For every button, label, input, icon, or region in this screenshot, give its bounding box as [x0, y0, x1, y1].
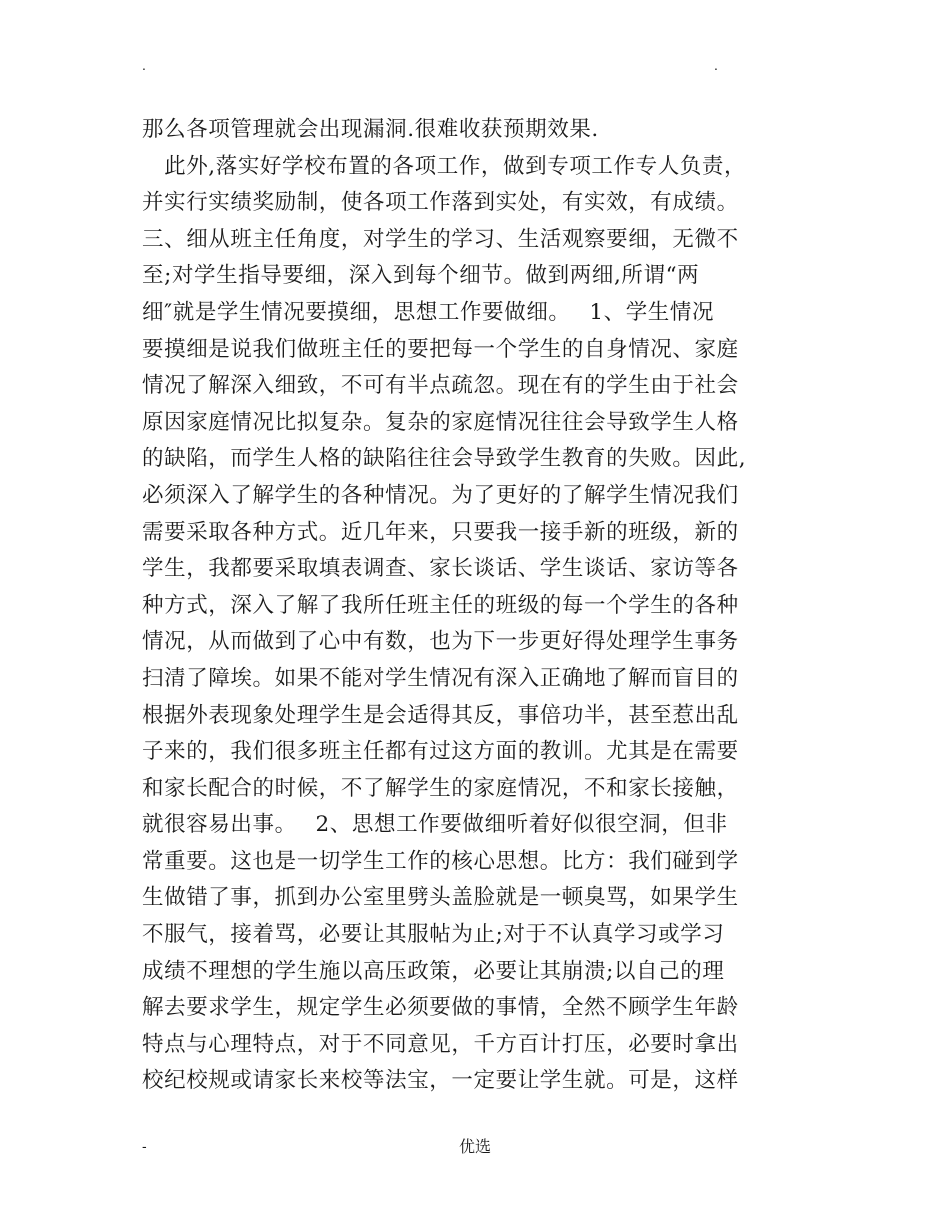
text-line: 学生，我都要采取填表调查、家长谈话、学生谈话、家访等各	[142, 556, 739, 582]
text-line: 原因家庭情况比拟复杂。复杂的家庭情况往往会导致学生人格	[142, 409, 739, 435]
text-line: 至;对学生指导要细，深入到每个细节。做到两细,所谓“两	[142, 263, 700, 289]
text-line: 种方式，深入了解了我所任班主任的班级的每一个学生的各种	[142, 592, 739, 618]
text-line: 要摸细是说我们做班主任的要把每一个学生的自身情况、家庭	[142, 336, 739, 362]
text-line: 情况，从而做到了心中有数，也为下一步更好得处理学生事务	[142, 629, 739, 655]
text-line: 校纪校规或请家长来校等法宝，一定要让学生就。可是，这样	[142, 1068, 739, 1094]
header-right-mark: .	[714, 57, 718, 73]
text-line: 特点与心理特点，对于不同意见，千方百计打压，必要时拿出	[142, 1031, 739, 1057]
text-line: 需要采取各种方式。近几年来，只要我一接手新的班级，新的	[142, 519, 739, 545]
text-line: 成绩不理想的学生施以高压政策，必要让其崩溃;以自己的理	[142, 958, 725, 984]
text-line: 常重要。这也是一切学生工作的核心思想。比方：我们碰到学	[142, 848, 739, 874]
text-line: 细″就是学生情况要摸细，思想工作要做细。 1、学生情况	[142, 299, 715, 325]
text-line: 扫清了障埃。如果不能对学生情况有深入正确地了解而盲目的	[142, 665, 739, 691]
header-left-mark: .	[142, 57, 146, 73]
footer-left-mark: -	[142, 1138, 147, 1154]
text-line: 生做错了事，抓到办公室里劈头盖脸就是一顿臭骂，如果学生	[142, 885, 739, 911]
text-line: 解去要求学生，规定学生必须要做的事情，全然不顾学生年龄	[142, 995, 739, 1021]
text-line: 和家长配合的时候，不了解学生的家庭情况，不和家长接触，	[142, 775, 739, 801]
text-line: 的缺陷，而学生人格的缺陷往往会导致学生教育的失败。因此,	[142, 446, 747, 472]
text-line: 三、细从班主任角度，对学生的学习、生活观察要细，无微不	[142, 226, 739, 252]
text-line: 就很容易出事。 2、思想工作要做细听着好似很空洞，但非	[142, 812, 728, 838]
text-line: 不服气，接着骂，必要让其服帖为止;对于不认真学习或学习	[142, 922, 725, 948]
footer-label: 优选	[458, 1137, 491, 1156]
text-line: 情况了解深入细致，不可有半点疏忽。现在有的学生由于社会	[142, 373, 739, 399]
text-line: 必须深入了解学生的各种情况。为了更好的了解学生情况我们	[142, 482, 739, 508]
text-line: 那么各项管理就会出现漏洞.很难收获预期效果.	[142, 117, 599, 142]
document-body	[142, 112, 832, 1100]
text-line: 并实行实绩奖励制，使各项工作落到实处，有实效，有成绩。	[142, 190, 739, 216]
text-line: 此外,落实好学校布置的各项工作，做到专项工作专人负责，	[142, 153, 747, 179]
text-line: 子来的，我们很多班主任都有过这方面的教训。尤其是在需要	[142, 739, 739, 765]
text-line: 根据外表现象处理学生是会适得其反，事倍功半，甚至惹出乱	[142, 702, 739, 728]
